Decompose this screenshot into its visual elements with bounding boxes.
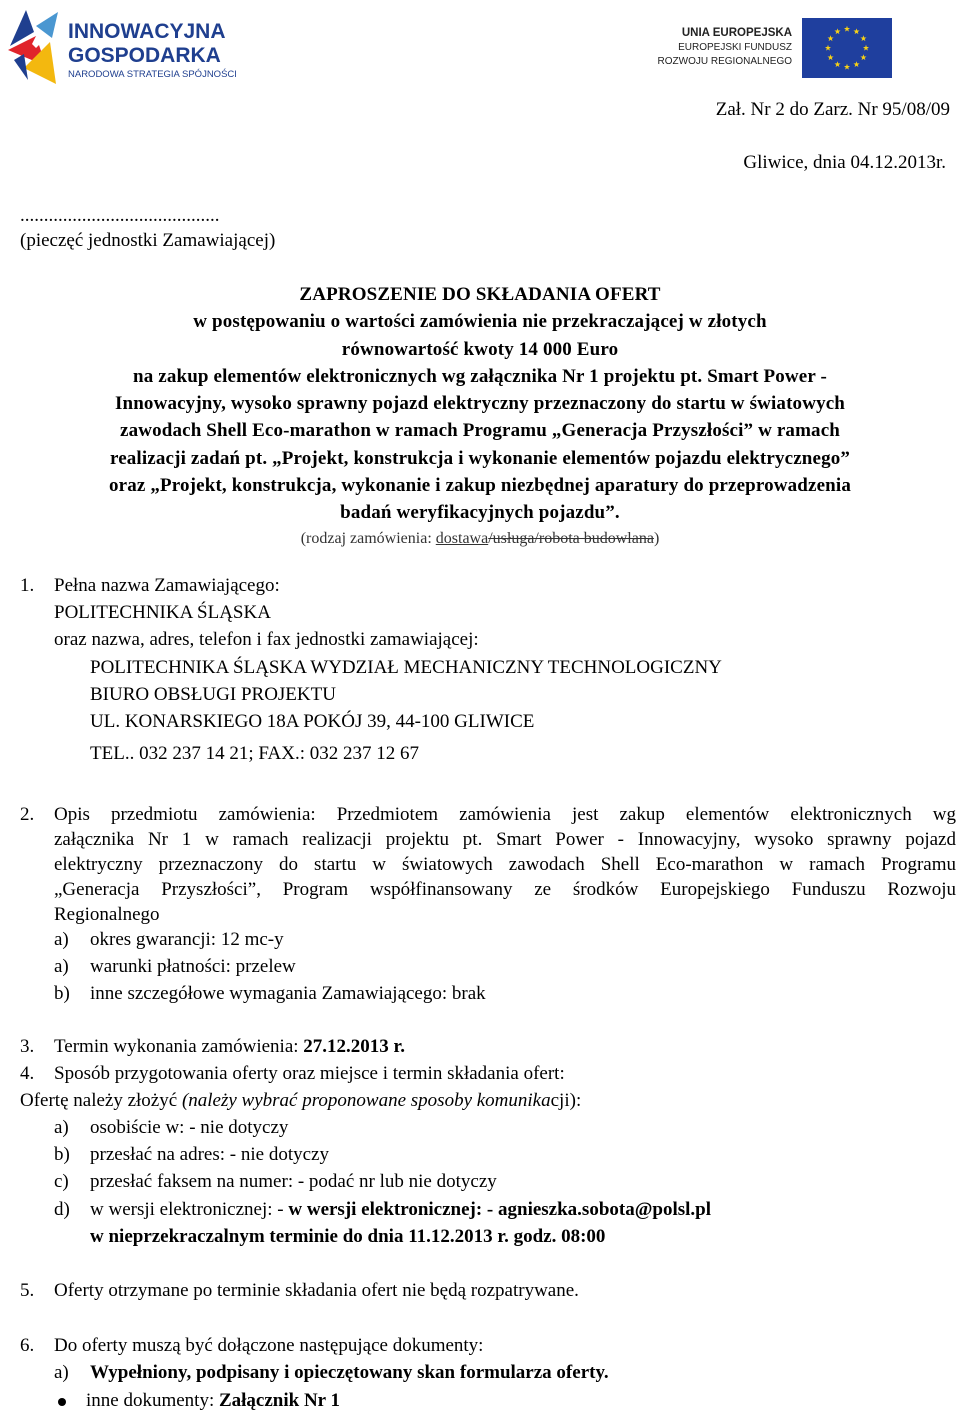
order-type-selected: dostawa [435,530,489,547]
s1-label: Pełna nazwa Zamawiającego: [54,575,280,596]
title-line-6: zawodach Shell Eco-marathon w ramach Programu „Generacja Przyszłości” w ramach [119,420,841,441]
title-line-1: ZAPROSZENIE DO SKŁADANIA OFERT [299,284,661,305]
s5-num: 5. [20,1280,35,1301]
order-type-struck: /usługa/robota budowlana [488,530,654,547]
s4-a-value: - nie dotyczy [189,1117,289,1138]
title-line-2: w postępowaniu o wartości zamówienia nie przekraczającej w złotych [193,311,767,332]
order-type [0,527,960,551]
s4-c-marker: c) [54,1171,69,1192]
stamp-dots: .......................................... [20,205,220,226]
order-type-prefix: (rodzaj zamówienia: [300,530,436,547]
title-line-7: realizacji zadań pt. „Projekt, konstrukcja i wykonanie elementów pojazdu elektrycznego” [109,448,851,469]
s2-line-4: „Generacja Przyszłości”, Program współfinansowany ze środków Europejskiego Funduszu Rozwoju [54,879,956,900]
s3-num: 3. [20,1036,35,1057]
s6-bullet-item [58,1389,340,1413]
s2-num: 2. [20,804,35,825]
s4-intro [20,1089,581,1113]
s3-line [54,1035,405,1059]
s4-b: przesłać na adres: - nie dotyczy [90,1144,329,1165]
s6-num: 6. [20,1335,35,1356]
eu-text-1: UNIA EUROPEJSKA [681,27,792,39]
s2-item-text: inne szczegółowe wymagania Zamawiającego: brak [90,983,486,1004]
s3-value: 27.12.2013 r. [303,1036,405,1057]
order-type-suffix: ) [653,530,660,547]
s2-line-1: Opis przedmiotu zamówienia: Przedmiotem zamówienia jest zakup elementów elektronicznych wg [54,804,956,825]
bullet-icon [58,1398,66,1406]
s2-item-marker: a) [54,929,69,950]
logo-text-3: NARODOWA STRATEGIA SPÓJNOŚCI [68,69,237,80]
title-line-5: Innowacyjny, wysoko sprawny pojazd elektryczny przeznaczony do startu w światowych [114,393,846,414]
title-line-4: na zakup elementów elektronicznych wg załącznika Nr 1 projektu pt. Smart Power - [132,366,827,387]
s2-line-2: załącznika Nr 1 w ramach realizacji projektu pt. Smart Power - Innowacyjny, wysoko sprawny pojazd [54,829,956,850]
s2-item-text: warunki płatności: przelew [90,956,296,977]
s5-text: Oferty otrzymane po terminie składania ofert nie będą rozpatrywane. [54,1280,579,1301]
stamp-label: (pieczęć jednostki Zamawiającej) [20,230,276,251]
attachment-ref: Zał. Nr 2 do Zarz. Nr 95/08/09 [715,99,950,120]
title-line-3: równowartość kwoty 14 000 Euro [341,339,619,360]
s4-deadline: w nieprzekraczalnym terminie do dnia 11.12.2013 r. godz. 08:00 [90,1226,606,1247]
innowacyjna-gospodarka-logo [6,6,266,88]
title-line-9: badań weryfikacyjnych pojazdu”. [340,502,620,523]
s1-num: 1. [20,575,35,596]
s4-label: Sposób przygotowania oferty oraz miejsce i termin składania ofert: [54,1063,565,1084]
s1-unit-2: BIURO OBSŁUGI PROJEKTU [90,684,336,705]
s4-d-value: w wersji elektronicznej: - agnieszka.sobota@polsl.pl [288,1199,712,1220]
s4-intro-b: (należy wybrać proponowane sposoby komunika [181,1090,551,1111]
s6-bullet-value: Załącznik Nr 1 [218,1390,341,1411]
place-date: Gliwice, dnia 04.12.2013r. [743,152,946,173]
eu-logo [657,14,896,80]
eu-text-3: ROZWOJU REGIONALNEGO [657,56,792,67]
s6-label: Do oferty muszą być dołączone następujące dokumenty: [54,1335,484,1356]
s4-c: przesłać faksem na numer: - podać nr lub nie dotyczy [90,1171,497,1192]
s2-item-marker: b) [54,983,70,1004]
s3-label: Termin wykonania zamówienia: [54,1036,304,1057]
s1-unit-1: POLITECHNIKA ŚLĄSKA WYDZIAŁ MECHANICZNY TECHNOLOGICZNY [90,657,722,678]
s4-a-label: osobiście w: [90,1117,190,1138]
s2-item-text: okres gwarancji: 12 mc-y [90,929,284,950]
s6-a-marker: a) [54,1362,69,1383]
s4-a [90,1116,288,1140]
s4-intro-c: cji): [550,1090,582,1111]
s4-d [90,1198,711,1222]
s1-name: POLITECHNIKA ŚLĄSKA [54,602,271,623]
s4-intro-a: Ofertę należy złożyć [20,1090,182,1111]
s4-a-marker: a) [54,1117,69,1138]
s4-num: 4. [20,1063,35,1084]
s2-line-3: elektryczny przeznaczony do startu w światowych zawodach Shell Eco-marathon w ramach Programu [54,854,956,875]
s1-unit-4: TEL.. 032 237 14 21; FAX.: 032 237 12 67 [90,743,419,764]
s6-a-text: Wypełniony, podpisany i opieczętowany skan formularza oferty. [90,1362,609,1383]
s1-unit-3: UL. KONARSKIEGO 18A POKÓJ 39, 44-100 GLIWICE [90,711,535,732]
s6-bullet-label: inne dokumenty: [86,1390,219,1411]
logo-text-1: INNOWACYJNA [68,20,226,43]
eu-text-2: EUROPEJSKI FUNDUSZ [678,42,792,53]
title-line-8: oraz „Projekt, konstrukcja, wykonanie i zakup niezbędnej aparatury do przeprowadzenia [109,475,851,496]
s4-d-label: w wersji elektronicznej: - [90,1199,289,1220]
logo-text-2: GOSPODARKA [68,44,221,67]
s1-unit-label: oraz nazwa, adres, telefon i fax jednostki zamawiającej: [54,629,479,650]
s4-d-marker: d) [54,1199,70,1220]
s2-item-marker: a) [54,956,69,977]
s4-b-marker: b) [54,1144,70,1165]
s2-line-5: Regionalnego [54,904,160,925]
